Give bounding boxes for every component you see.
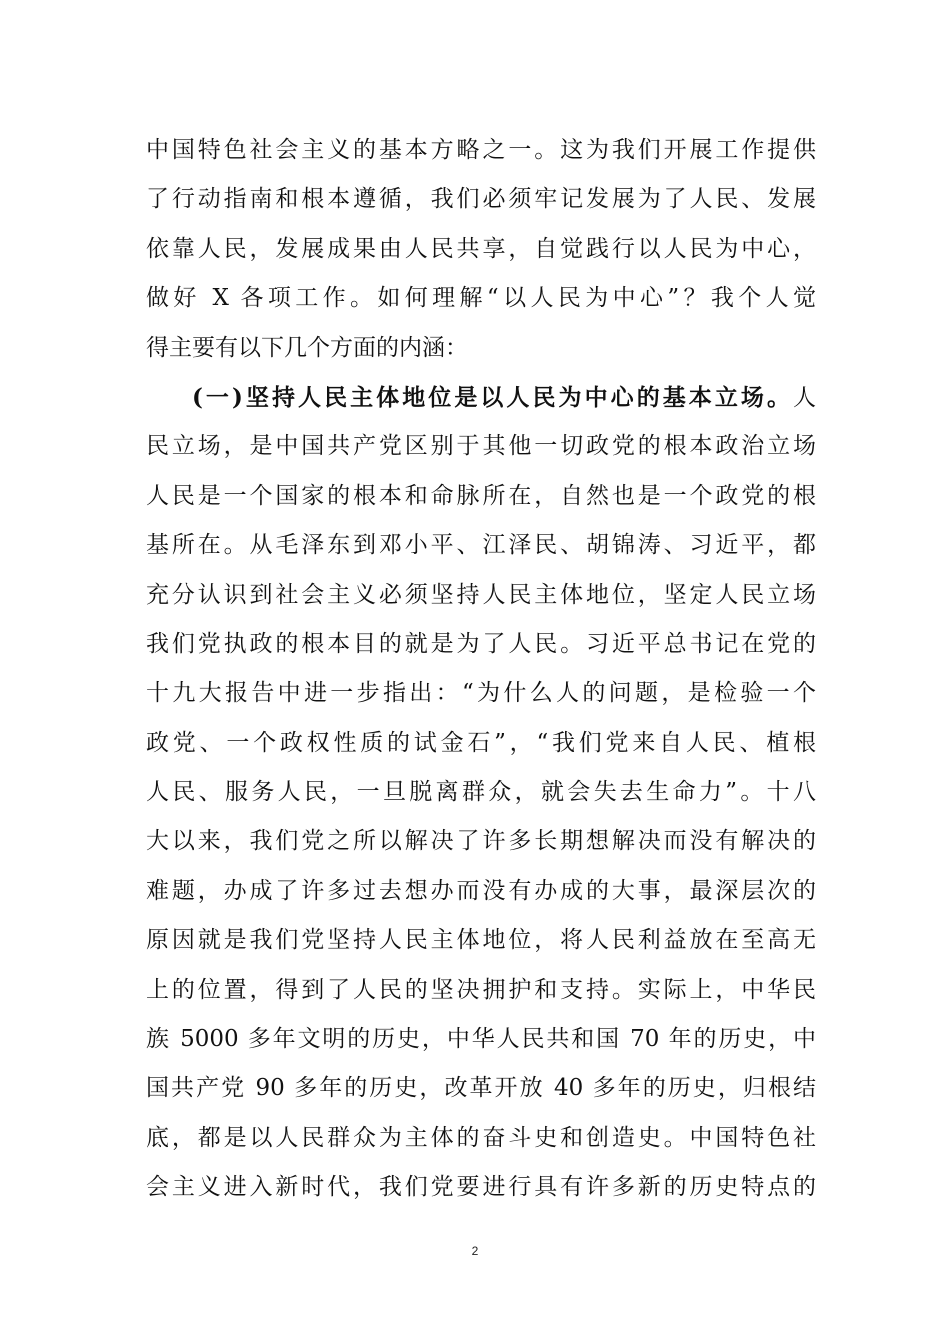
text-line: 人民是一个国家的根本和命脉所在，自然也是一个政党的根 xyxy=(146,482,816,509)
text-line: 我们党执政的根本目的就是为了人民。习近平总书记在党的 xyxy=(146,630,816,657)
text-line: 十九大报告中进一步指出：“为什么人的问题，是检验一个 xyxy=(146,680,816,707)
section-heading-continuation: 人 xyxy=(793,384,816,411)
text-line: 做好 X 各项工作。如何理解“以人民为中心”？我个人觉 xyxy=(146,285,816,312)
text-line: 得主要有以下几个方面的内涵： xyxy=(146,334,468,361)
text-line: 原因就是我们党坚持人民主体地位，将人民利益放在至高无 xyxy=(146,927,816,954)
section-heading-line xyxy=(146,373,816,422)
section-heading: (一)坚持人民主体地位是以人民为中心的基本立场。 xyxy=(192,383,793,411)
text-line: 难题，办成了许多过去想办而没有办成的大事，最深层次的 xyxy=(146,877,816,904)
page-number: 2 xyxy=(471,1244,479,1258)
text-line: 依靠人民，发展成果由人民共享，自觉践行以人民为中心， xyxy=(146,235,816,262)
text-line: 上的位置，得到了人民的坚决拥护和支持。实际上，中华民 xyxy=(146,976,816,1003)
text-line: 族 5000 多年文明的历史，中华人民共和国 70 年的历史，中 xyxy=(146,1026,816,1053)
text-line: 政党、一个政权性质的试金石”，“我们党来自人民、植根 xyxy=(146,729,816,756)
text-line: 会主义进入新时代，我们党要进行具有许多新的历史特点的 xyxy=(146,1174,816,1201)
text-line: 大以来，我们党之所以解决了许多长期想解决而没有解决的 xyxy=(146,828,816,855)
body-text xyxy=(146,126,816,1213)
text-line: 民立场，是中国共产党区别于其他一切政党的根本政治立场 xyxy=(146,433,816,460)
text-line: 国共产党 90 多年的历史，改革开放 40 多年的历史，归根结 xyxy=(146,1075,816,1102)
text-line: 基所在。从毛泽东到邓小平、江泽民、胡锦涛、习近平，都 xyxy=(146,532,816,559)
text-line: 底，都是以人民群众为主体的奋斗史和创造史。中国特色社 xyxy=(146,1124,816,1151)
text-line: 了行动指南和根本遵循，我们必须牢记发展为了人民、发展 xyxy=(146,186,816,213)
text-line: 人民、服务人民，一旦脱离群众，就会失去生命力”。十八 xyxy=(146,779,816,806)
text-line: 中国特色社会主义的基本方略之一。这为我们开展工作提供 xyxy=(146,137,816,163)
text-line: 充分认识到社会主义必须坚持人民主体地位，坚定人民立场 xyxy=(146,581,816,608)
